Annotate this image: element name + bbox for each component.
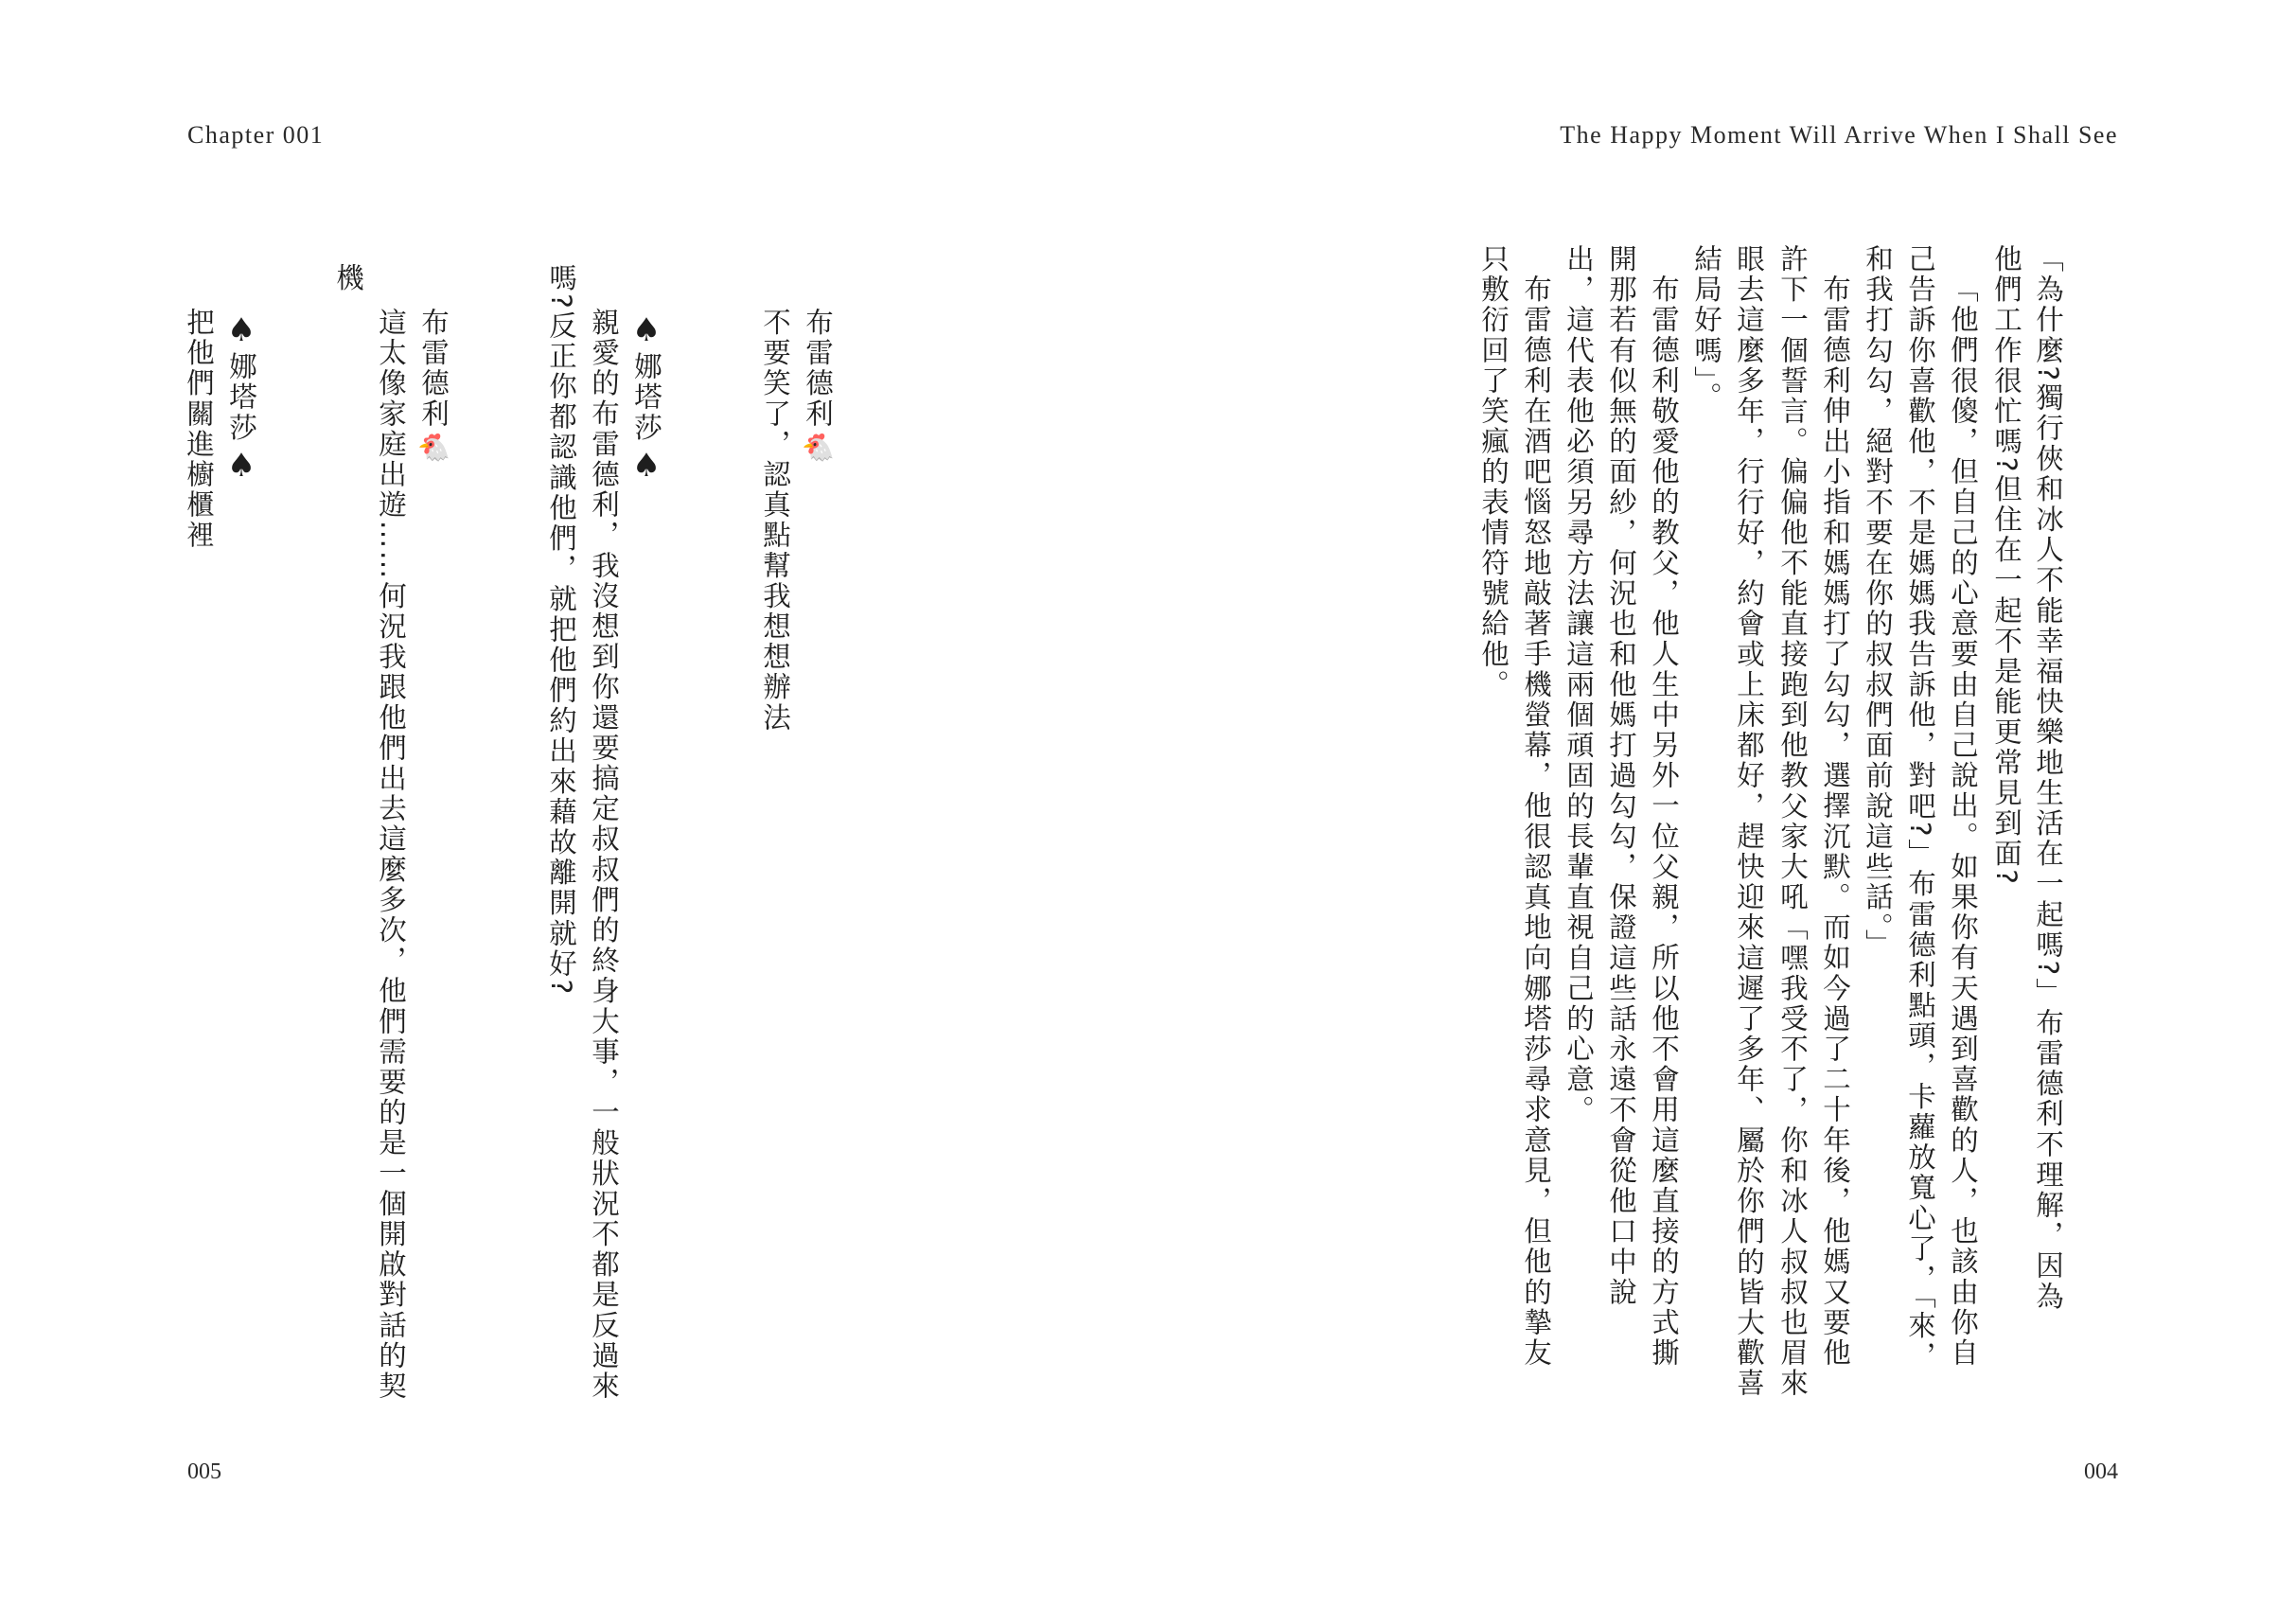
text-column: 眼去這麼多年，行行好，約會或上床都好，趕快迎來這遲了多年、屬於你們的皆大歡喜 — [1733, 244, 1765, 1399]
text-column: 己告訴你喜歡他，不是媽媽我告訴他，對吧?」布雷德利點頭，卡蘿放寬心了，「來， — [1904, 244, 1936, 1372]
page-number-right: 004 — [2084, 1460, 2118, 1484]
speaker-name-bradley: 布雷德利 — [417, 308, 450, 430]
text-column: 布雷德利在酒吧惱怒地敲著手機螢幕，他很認真地向娜塔莎尋求意見，但他的摯友 — [1520, 274, 1552, 1369]
chat-message: 嗎?反正你都認識他們，就把他們約出來藉故離開就好? — [545, 263, 577, 997]
page-number-left: 005 — [187, 1460, 221, 1484]
text-column: 只敷衍回了笑瘋的表情符號給他。 — [1477, 244, 1510, 700]
text-column: 他們工作很忙嗎?但住在一起不是能更常見到面? — [1990, 244, 2022, 887]
spade-icon: ♠ — [222, 446, 260, 487]
speaker-name-natasha: 娜塔莎 — [225, 351, 257, 443]
speaker-name-natasha: 娜塔莎 — [630, 351, 662, 443]
spade-icon: ♠ — [627, 446, 665, 487]
text-column: 許下一個誓言。偏偏他不能直接跑到他教父家大吼「嘿我受不了，你和冰人叔叔也眉來 — [1776, 244, 1809, 1399]
chat-message: 機 — [332, 263, 364, 294]
chat-message: 親愛的布雷德利，我沒想到你還要搞定叔叔們的終身大事，一般狀況不都是反過來 — [588, 308, 620, 1402]
text-column: 布雷德利敬愛他的教父，他人生中另外一位父親，所以他不會用這麼直接的方式撕 — [1648, 274, 1680, 1369]
speaker-name-bradley: 布雷德利 — [802, 308, 834, 430]
chicken-icon: 🐔 — [418, 433, 450, 469]
text-column: 和我打勾勾，絕對不要在你的叔叔們面前說這些話。」 — [1862, 244, 1894, 960]
text-column: 布雷德利伸出小指和媽媽打了勾勾，選擇沉默。而如今過了二十年後，他媽又要他 — [1819, 274, 1851, 1369]
chapter-header: Chapter 001 — [187, 121, 325, 149]
book-title-header: The Happy Moment Will Arrive When I Shall See — [1560, 121, 2118, 149]
speaker-label — [413, 308, 454, 468]
speaker-label — [797, 308, 839, 468]
spade-icon: ♠ — [222, 311, 260, 352]
speaker-label — [626, 308, 667, 487]
text-column: 「為什麼?獨行俠和冰人不能幸福快樂地生活在一起嗎?」布雷德利不理解，因為 — [2032, 244, 2064, 1312]
speaker-label — [221, 308, 262, 487]
text-column: 出，這代表他必須另尋方法讓這兩個頑固的長輩直視自己的心意。 — [1563, 244, 1595, 1125]
chat-message: 這太像家庭出遊……何況我跟他們出去這麼多次，他們需要的是一個開啟對話的契 — [375, 308, 407, 1402]
text-column: 「他們很傻，但自己的心意要由自己說出。如果你有天遇到喜歡的人，也該由你自 — [1947, 274, 1979, 1369]
chicken-icon: 🐔 — [803, 433, 834, 469]
chat-message: 不要笑了，認真點幫我想想辦法 — [759, 308, 791, 734]
text-column: 開那若有似無的面紗，何況也和他媽打過勾勾，保證這些話永遠不會從他口中說 — [1605, 244, 1637, 1308]
text-column: 結局好嗎」。 — [1690, 244, 1722, 413]
spade-icon: ♠ — [627, 311, 665, 352]
chat-message: 把他們關進櫥櫃裡 — [183, 308, 215, 551]
